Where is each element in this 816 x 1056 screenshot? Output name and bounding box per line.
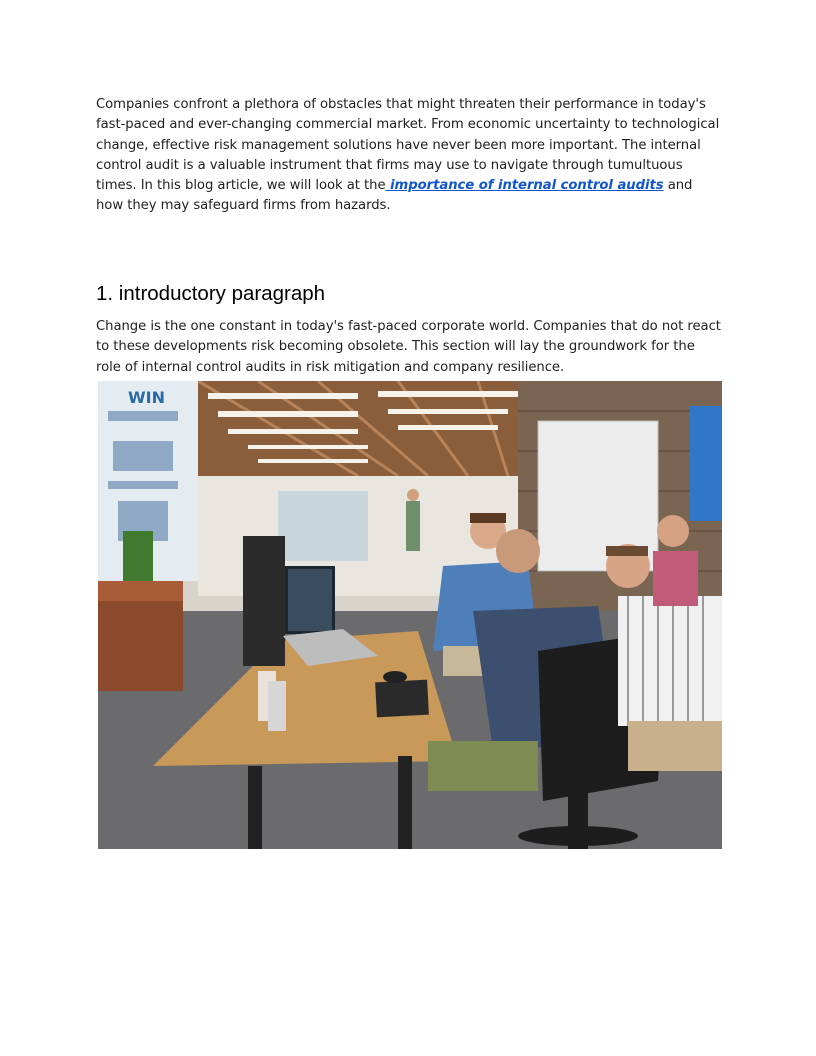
office-photo	[98, 381, 722, 849]
section-paragraph: Change is the one constant in today's fast-paced corporate world. Companies that do not react to these developments risk becoming obsolete. This section will lay the groundwork for the role of internal control audits in risk mitigation and company resilience.	[96, 319, 721, 375]
document-body	[96, 95, 722, 217]
intro-text-after: and how they may safeguard firms from hazards.	[96, 178, 693, 214]
intro-paragraph	[96, 95, 722, 217]
wall-sign-text: WIN	[128, 388, 165, 407]
intro-text-before: Companies confront a plethora of obstacles that might threaten their performance in today's fast-paced and ever-changing commercial market. From economic uncertainty to technological change, effective risk management solutions have never been more important. The internal control audit is a valuable instrument that firms may use to navigate through tumultuous times. In this blog article, we will look at the	[96, 97, 720, 194]
section-body	[96, 317, 722, 378]
internal-control-audits-link[interactable]: importance of internal control audits	[385, 178, 664, 194]
section-heading: 1. introductory paragraph	[96, 282, 326, 305]
